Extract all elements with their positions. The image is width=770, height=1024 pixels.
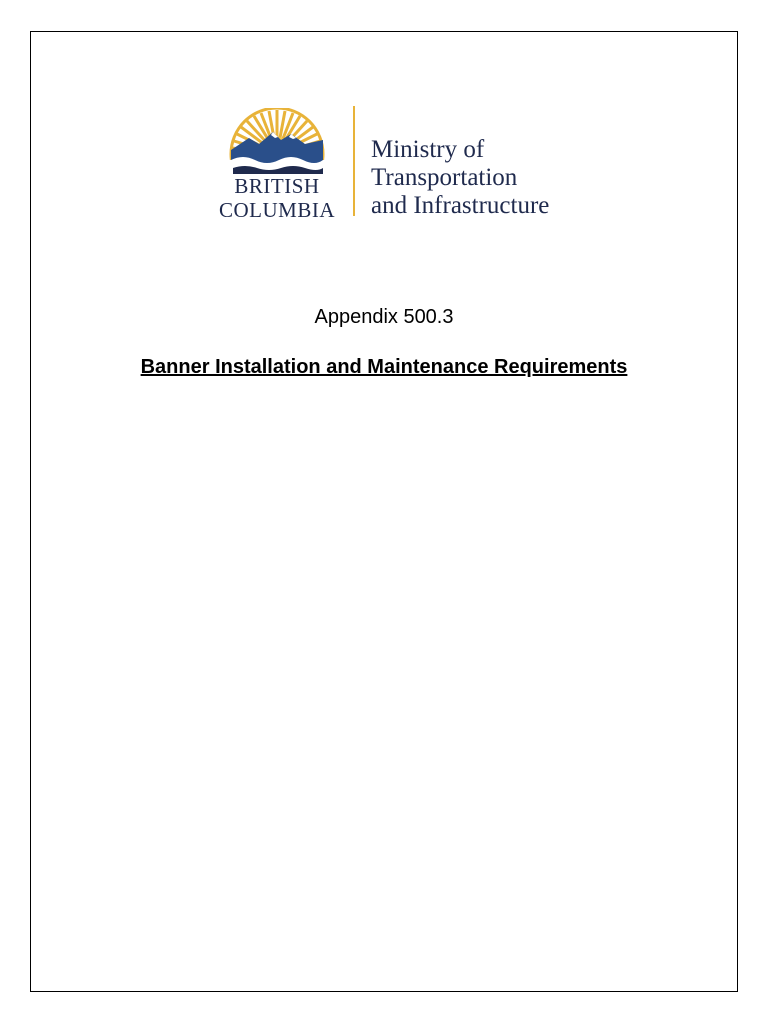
document-title: Banner Installation and Maintenance Requirements [140, 356, 628, 378]
ministry-logo [215, 106, 555, 222]
bc-wordmark [215, 174, 339, 222]
ministry-name [371, 136, 549, 220]
sun-over-mountains-icon [229, 108, 325, 178]
wordmark-line-british: BRITISH [234, 174, 320, 198]
ministry-line-2: Transportation [371, 164, 518, 191]
logo-divider [353, 106, 355, 216]
wordmark-line-columbia: COLUMBIA [218, 198, 335, 222]
appendix-number: Appendix 500.3 [314, 306, 454, 328]
ministry-line-1: Ministry of [371, 136, 485, 163]
document-page [30, 31, 738, 992]
ministry-line-3: and Infrastructure [371, 192, 550, 219]
